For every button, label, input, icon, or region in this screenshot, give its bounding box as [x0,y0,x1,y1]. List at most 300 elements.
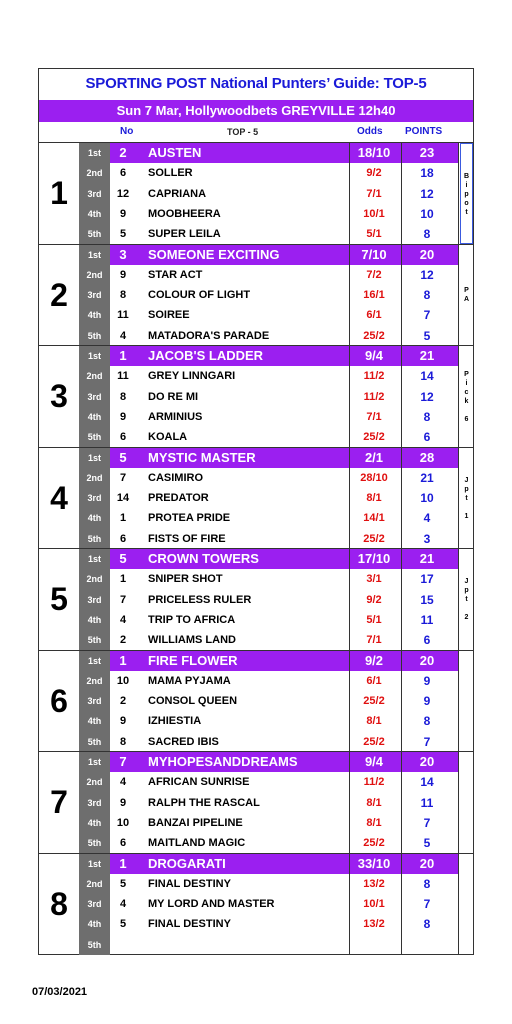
runner-points: 18 [420,166,434,181]
column-divider [401,346,402,447]
finish-position: 5th [87,533,102,544]
punters-guide-table [38,68,474,955]
finish-position: 3rd [87,797,102,808]
runner-number: 11 [117,370,129,383]
finish-position: 2nd [86,777,103,788]
exotic-bet-letter: i [465,182,468,189]
column-divider [458,549,459,650]
runner-points: 4 [423,511,431,526]
runner-odds: 25/2 [363,329,385,342]
exotic-bet-letter [460,604,473,613]
runner-number: 2 [119,634,127,647]
exotic-bet-letter: J [464,578,469,585]
runner-name: DROGARATI [148,855,226,871]
runner-odds: 6/1 [366,309,382,322]
runner-points: 5 [423,836,431,851]
runner-points: 10 [420,206,434,221]
runner-number: 11 [117,309,129,322]
finish-position: 4th [87,919,102,930]
runner-row [110,427,458,447]
runner-row [110,468,458,488]
column-divider [458,143,459,244]
runner-row [110,326,458,346]
finish-position: 5th [87,635,102,646]
runner-points: 20 [419,754,435,769]
runner-name: MYSTIC MASTER [148,449,256,465]
finish-position: 2nd [86,168,103,179]
top-pick-row [110,143,458,163]
runner-row [110,265,458,285]
runner-points: 3 [423,531,431,546]
runner-row [110,914,458,934]
finish-position: 5th [87,330,102,341]
runner-name: COLOUR OF LIGHT [148,289,251,302]
finish-position: 2nd [86,574,103,585]
runner-odds: 7/1 [366,187,382,200]
finish-position: 3rd [87,899,102,910]
runner-name: AUSTEN [148,145,202,160]
runner-odds: 9/2 [366,167,382,180]
position-column [79,448,110,549]
race-number: 8 [39,854,80,955]
runner-odds: 10/1 [363,898,385,911]
runner-row [110,285,458,305]
top-pick-row [110,752,458,772]
race-number: 6 [39,651,80,752]
runner-name: CROWN TOWERS [148,551,259,566]
finish-position: 1st [87,858,101,869]
exotic-bet-letter: t [465,209,468,216]
runner-points: 20 [419,246,435,262]
column-divider [458,854,459,955]
exotic-bet-letter: p [464,587,469,594]
runner-points: 8 [423,288,431,303]
exotic-bet-letter: k [464,397,469,405]
runner-number: 1 [119,348,127,363]
position-column [79,346,110,447]
runner-number: 1 [119,855,127,871]
runner-name: MATADORA'S PARADE [148,329,270,342]
col-header-top5: TOP - 5 [227,127,259,137]
runner-points: 11 [420,795,434,810]
runner-number: 5 [119,877,127,890]
race-number: 5 [39,549,80,650]
runner-name: CASIMIRO [148,471,203,484]
runner-points: 12 [420,267,434,282]
runner-name: MYHOPESANDDREAMS [148,754,298,769]
runner-name: MOOBHEERA [148,207,221,220]
runner-number: 9 [119,796,127,809]
runner-name: BANZAI PIPELINE [148,816,243,829]
runner-row [110,184,458,204]
runner-number: 5 [119,228,127,241]
runner-name: PREDATOR [148,492,209,505]
race-block [39,751,473,853]
runner-number: 5 [119,551,127,566]
race-block [39,345,473,447]
runner-number: 1 [119,512,127,525]
runner-row [110,671,458,691]
runner-odds: 3/1 [366,573,382,586]
runner-odds: 9/4 [364,348,384,363]
runner-odds: 25/2 [363,837,385,850]
runner-odds: 28/10 [360,471,388,484]
runner-points: 8 [423,409,431,424]
runner-row [110,488,458,508]
runner-number: 2 [119,695,127,708]
column-divider [349,346,350,447]
runner-number: 9 [119,268,127,281]
column-divider [349,752,350,853]
race-block [39,853,473,955]
runner-points: 28 [419,449,435,465]
runner-row [110,224,458,244]
runner-number: 4 [119,776,127,789]
column-divider [458,651,459,752]
runner-number: 8 [119,735,127,748]
finish-position: 3rd [87,290,102,301]
exotic-bet-letter: P [464,370,469,378]
exotic-bet-label [460,143,473,244]
finish-position: 5th [87,736,102,747]
exotic-bet-label [460,854,473,955]
runner-points: 7 [423,734,431,749]
top-pick-row [110,448,458,468]
runner-name: WILLIAMS LAND [148,634,236,647]
runner-row [110,610,458,630]
runner-points: 20 [419,652,435,668]
runner-number: 1 [119,573,127,586]
finish-position: 2nd [86,878,103,889]
column-divider [458,245,459,346]
runner-points: 12 [420,186,434,201]
runner-name: TRIP TO AFRICA [148,613,236,626]
runner-name: RALPH THE RASCAL [148,796,260,809]
finish-position: 4th [87,411,102,422]
runner-row [110,813,458,833]
runner-row [110,590,458,610]
runner-row [110,630,458,650]
runner-name: SUPER LEILA [148,228,221,241]
top-pick-row [110,245,458,265]
top-pick-row [110,854,458,874]
runner-points: 14 [420,369,434,384]
runner-points: 9 [423,673,431,688]
finish-position: 4th [87,716,102,727]
runner-points: 5 [423,328,431,343]
exotic-bet-letter: c [464,388,469,396]
runner-name: FISTS OF FIRE [148,532,226,545]
runner-number: 1 [119,652,127,668]
finish-position: 3rd [87,493,102,504]
runner-odds: 11/2 [363,370,385,383]
runner-number: 3 [119,246,127,262]
runner-name: IZHIESTIA [148,715,202,728]
runner-odds: 6/1 [366,674,382,687]
finish-position: 5th [87,432,102,443]
runner-number: 9 [119,715,127,728]
runner-points: 7 [423,897,431,912]
top-pick-row [110,651,458,671]
race-number: 7 [39,752,80,853]
exotic-bet-letter: J [464,476,469,484]
runner-odds: 8/1 [366,715,382,728]
runner-odds: 8/1 [366,816,382,829]
runner-name: SACRED IBIS [148,735,219,748]
runner-points: 15 [420,592,434,607]
runner-odds: 9/4 [364,754,384,769]
runner-row [110,691,458,711]
runner-points: 8 [423,917,431,932]
runner-points: 10 [420,491,434,506]
finish-position: 4th [87,310,102,321]
runner-odds: 5/1 [366,228,382,241]
race-number: 2 [39,245,80,346]
race-block [39,244,473,346]
exotic-bet-label [460,346,473,447]
runner-row [110,508,458,528]
exotic-bet-letter: 1 [464,512,469,520]
runner-number: 10 [116,674,130,687]
runner-number: 12 [116,187,130,200]
runner-odds: 18/10 [357,145,391,160]
runner-row [110,407,458,427]
runner-odds: 9/2 [366,593,382,606]
runner-name: ARMINIUS [148,410,203,423]
runner-points: 8 [423,227,431,242]
race-number: 3 [39,346,80,447]
race-block [39,142,473,244]
runner-name: CONSOL QUEEN [148,695,238,708]
column-divider [401,752,402,853]
runner-odds: 17/10 [357,551,391,566]
runner-number: 10 [116,816,130,829]
runner-points: 8 [423,876,431,891]
runner-odds: 8/1 [366,492,382,505]
runner-points: 21 [420,470,434,485]
top-pick-row [110,549,458,569]
runner-odds: 13/2 [363,918,385,931]
runner-points: 9 [423,694,431,709]
column-divider [458,752,459,853]
exotic-bet-letter: 2 [464,614,469,621]
runner-row [110,305,458,325]
col-header-odds: Odds [357,126,383,137]
runner-odds: 13/2 [363,877,385,890]
column-divider [458,346,459,447]
column-divider [349,549,350,650]
runner-name: MAMA PYJAMA [148,674,231,687]
runner-number: 7 [119,754,127,769]
runner-number: 4 [119,329,127,342]
finish-position: 4th [87,513,102,524]
runner-number: 4 [119,898,127,911]
runner-odds: 7/10 [361,246,387,262]
top-pick-row [110,346,458,366]
runner-name: FINAL DESTINY [148,918,231,931]
race-number: 1 [39,143,80,244]
race-block [39,548,473,650]
runner-odds: 7/2 [366,268,382,281]
runner-points: 7 [423,308,431,323]
runner-number: 7 [119,593,127,606]
runner-odds: 7/1 [366,634,382,647]
runner-number: 6 [119,167,127,180]
runner-odds: 33/10 [357,855,391,871]
runner-points: 17 [420,572,434,587]
runner-row [110,793,458,813]
finish-position: 1st [87,249,101,260]
runner-row [110,833,458,853]
runner-number: 6 [119,837,127,850]
runner-points: 7 [423,815,431,830]
runner-points: 8 [423,714,431,729]
runner-number: 4 [119,613,127,626]
runner-odds: 25/2 [363,695,385,708]
finish-position: 3rd [87,696,102,707]
runner-row [110,711,458,731]
exotic-bet-label [460,549,473,650]
runner-number: 8 [119,289,127,302]
finish-position: 5th [87,229,102,240]
runner-points: 14 [420,775,434,790]
finish-position: 2nd [86,371,103,382]
runner-number: 5 [119,449,127,465]
race-number: 4 [39,448,80,549]
finish-position: 1st [87,554,101,564]
exotic-bet-letter: P [464,287,469,294]
page-title: SPORTING POST National Punters’ Guide: TOP-5 [85,75,427,92]
runner-row [110,529,458,549]
column-divider [401,549,402,650]
runner-name: SNIPER SHOT [148,573,223,586]
footer-date: 07/03/2021 [32,986,88,998]
finish-position: 4th [87,817,102,828]
runner-row [110,732,458,752]
column-divider [349,448,350,549]
finish-position: 5th [87,939,102,950]
runner-number: 2 [119,145,127,160]
exotic-bet-label [460,448,473,549]
runner-number: 9 [119,410,127,423]
column-divider [349,245,350,346]
exotic-bet-letter: B [463,173,470,180]
column-divider [401,245,402,346]
finish-position: 3rd [87,188,102,199]
runner-points: 21 [419,348,435,363]
finish-position: 1st [87,655,101,666]
position-column [79,752,110,853]
runner-odds: 16/1 [363,289,385,302]
column-divider [401,448,402,549]
runner-row [110,772,458,792]
runner-number: 7 [119,471,127,484]
runner-row [110,204,458,224]
runner-number: 6 [119,431,127,444]
runner-name: CAPRIANA [148,187,207,200]
position-column [79,854,110,955]
runner-name: STAR ACT [148,268,203,281]
runner-name: KOALA [148,431,188,444]
exotic-bet-letter: p [464,485,469,493]
finish-position: 1st [87,148,101,158]
runner-name: MAITLAND MAGIC [148,837,246,850]
runner-name: PROTEA PRIDE [148,512,231,525]
col-header-points: POINTS [405,126,443,137]
runner-number: 9 [119,207,127,220]
finish-position: 1st [87,351,101,361]
runner-name: AFRICAN SUNRISE [148,776,250,789]
exotic-bet-letter [460,406,473,415]
runner-name: SOLLER [148,167,193,180]
runner-odds: 25/2 [363,532,385,545]
position-column [79,549,110,650]
finish-position: 2nd [86,675,103,686]
runner-points: 21 [419,551,435,566]
runner-row [110,894,458,914]
runner-number: 14 [116,492,130,505]
finish-position: 4th [87,614,102,625]
exotic-bet-letter [460,503,473,512]
exotic-bet-letter: i [465,379,468,387]
runner-number: 6 [119,532,127,545]
runner-name: MY LORD AND MASTER [148,898,275,911]
col-header-no: No [120,126,134,137]
runner-odds: 5/1 [366,613,382,626]
exotic-bet-label [460,651,473,752]
runner-odds: 25/2 [363,735,385,748]
runner-points: 6 [423,430,431,445]
exotic-bet-label [460,245,473,346]
finish-position: 4th [87,208,102,219]
finish-position: 1st [87,452,101,463]
position-column [79,651,110,752]
runner-odds: 9/2 [364,652,384,668]
finish-position: 3rd [87,391,102,402]
race-block [39,650,473,752]
runner-number: 8 [119,390,127,403]
runner-name: SOIREE [148,309,190,322]
runner-odds: 10/1 [363,207,385,220]
runner-odds: 8/1 [366,796,382,809]
runner-name: PRICELESS RULER [148,593,252,606]
runner-name: SOMEONE EXCITING [148,246,280,262]
runner-row [110,387,458,407]
runner-name: GREY LINNGARI [148,370,236,383]
runner-name: DO RE MI [148,390,199,403]
runner-row [110,569,458,589]
runner-row [110,163,458,183]
position-column [79,245,110,346]
exotic-bet-letter: p [464,191,469,198]
runner-odds: 11/2 [363,390,385,403]
meeting-subtitle: Sun 7 Mar, Hollywoodbets GREYVILLE 12h40 [39,100,473,122]
finish-position: 2nd [86,472,103,483]
runner-odds: 11/2 [363,776,385,789]
runner-odds: 14/1 [363,512,385,525]
runner-odds: 2/1 [364,449,384,465]
runner-odds: 25/2 [363,431,385,444]
column-divider [401,854,402,955]
column-divider [349,651,350,752]
runner-odds: 7/1 [366,410,382,423]
runner-points: 20 [419,855,435,871]
runner-points: 11 [420,612,434,627]
runner-number: 5 [119,918,127,931]
finish-position: 3rd [87,594,102,605]
exotic-bet-letter: A [463,296,470,303]
column-divider [349,143,350,244]
